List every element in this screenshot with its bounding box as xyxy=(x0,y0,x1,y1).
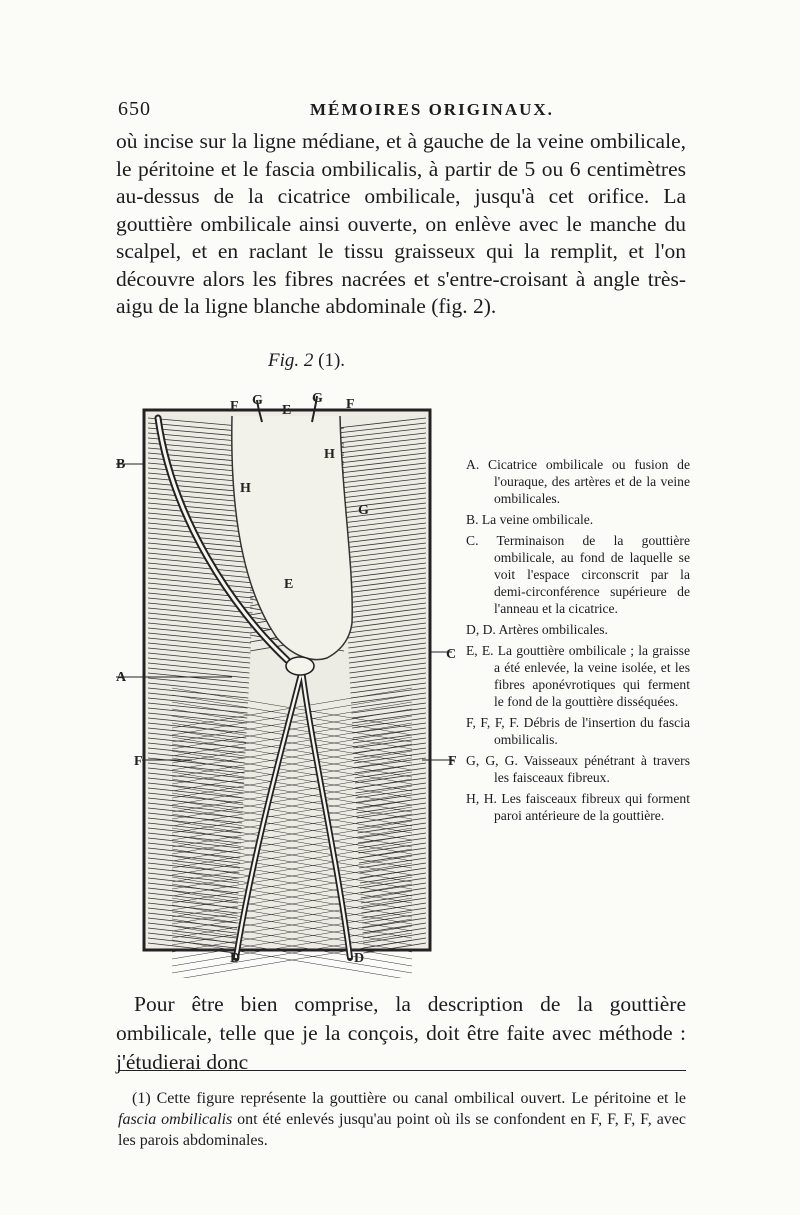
letter-d-left: D xyxy=(230,951,241,966)
letter-f-left: F xyxy=(134,754,143,769)
letter-g-inner: G xyxy=(358,503,369,518)
legend-entry-g: G, G, G. Vaisseaux pénétrant à travers les faisceaux fibreux. xyxy=(466,753,690,785)
letter-e-mid: E xyxy=(284,577,294,592)
closing-text xyxy=(116,990,686,1077)
figure-caption xyxy=(268,350,345,372)
letter-e-top: E xyxy=(282,403,292,418)
footnote-marker: (1) xyxy=(132,1090,151,1107)
body-text xyxy=(116,128,686,321)
figure-number: 2 xyxy=(303,350,314,371)
letter-g-top-right: G xyxy=(312,391,323,406)
umbilical-scar xyxy=(286,657,314,675)
anatomical-engraving xyxy=(112,388,462,978)
letter-f-top-left: F xyxy=(230,399,239,414)
footnote-italic: fascia ombilicalis xyxy=(118,1111,233,1128)
engraving-drawing xyxy=(112,388,462,978)
footnote-text-before: Cette figure représente la gouttière ou canal ombilical ouvert. Le péritoine et le xyxy=(156,1090,686,1107)
legend-entry-a: A. Cicatrice ombilicale ou fusion de l'ouraque, des artères et de la veine ombilicales. xyxy=(466,457,690,506)
page-number: 650 xyxy=(118,98,151,120)
closing-paragraph: Pour être bien comprise, la description de la gouttière ombilicale, telle que je la conçois, doit être faite avec méthode : j'étudierai donc xyxy=(116,992,686,1074)
body-paragraph: où incise sur la ligne médiane, et à gauche de la veine ombilicale, le péritoine et le fascia ombilicalis, à partir de 5 ou 6 centimètres au-dessus de la cicatrice ombilicale, jusqu'à cet orifice. La gouttière ombilicale ainsi ouverte, on enlève avec le manche du scalpel, et en raclant le tissu graisseux qui la remplit, et l'on découvre alors les fibres nacrées et s'entre-croisant à angle très-aigu de la ligne blanche abdominale (fig. 2). xyxy=(116,129,686,318)
letter-b: B xyxy=(116,457,126,472)
footnote-divider xyxy=(118,1070,686,1071)
legend-entry-b: B. La veine ombilicale. xyxy=(466,512,594,527)
figure-label: Fig. xyxy=(268,350,300,371)
letter-a: A xyxy=(116,670,127,685)
letter-g-top-left: G xyxy=(252,393,263,408)
figure-footnote-ref: (1). xyxy=(318,350,346,371)
footnote xyxy=(118,1088,686,1151)
letter-c: C xyxy=(446,647,457,662)
letter-h-mid: H xyxy=(240,481,251,496)
running-head: MÉMOIRES ORIGINAUX. xyxy=(310,100,554,119)
legend-entry-h: H, H. Les faisceaux fibreux qui forment paroi antérieure de la gouttière. xyxy=(466,791,690,823)
figure-legend xyxy=(466,456,690,828)
footnote-text-after: ont été enlevés jusqu'au point où ils se confondent en F, F, F, F, avec les parois abdominales. xyxy=(118,1111,686,1149)
legend-entry-f: F, F, F, F. Débris de l'insertion du fascia ombilicalis. xyxy=(466,715,690,747)
legend-entry-d: D, D. Artères ombilicales. xyxy=(466,622,608,637)
legend-entry-e: E, E. La gouttière ombilicale ; la graisse a été enlevée, la veine isolée, et les fibres aponévrotiques qui ferment le fond de la gouttière disséquées. xyxy=(466,643,690,709)
letter-h-top: H xyxy=(324,447,335,462)
letter-d-right: D xyxy=(354,951,365,966)
legend-entry-c: C. Terminaison de la gouttière ombilicale, au fond de laquelle se voit l'espace circonscrit par la demi-circonférence supérieure de l'anneau et la cicatrice. xyxy=(466,533,690,616)
letter-f-right: F xyxy=(448,754,457,769)
letter-f-top-right: F xyxy=(346,397,355,412)
page-header xyxy=(118,98,686,126)
